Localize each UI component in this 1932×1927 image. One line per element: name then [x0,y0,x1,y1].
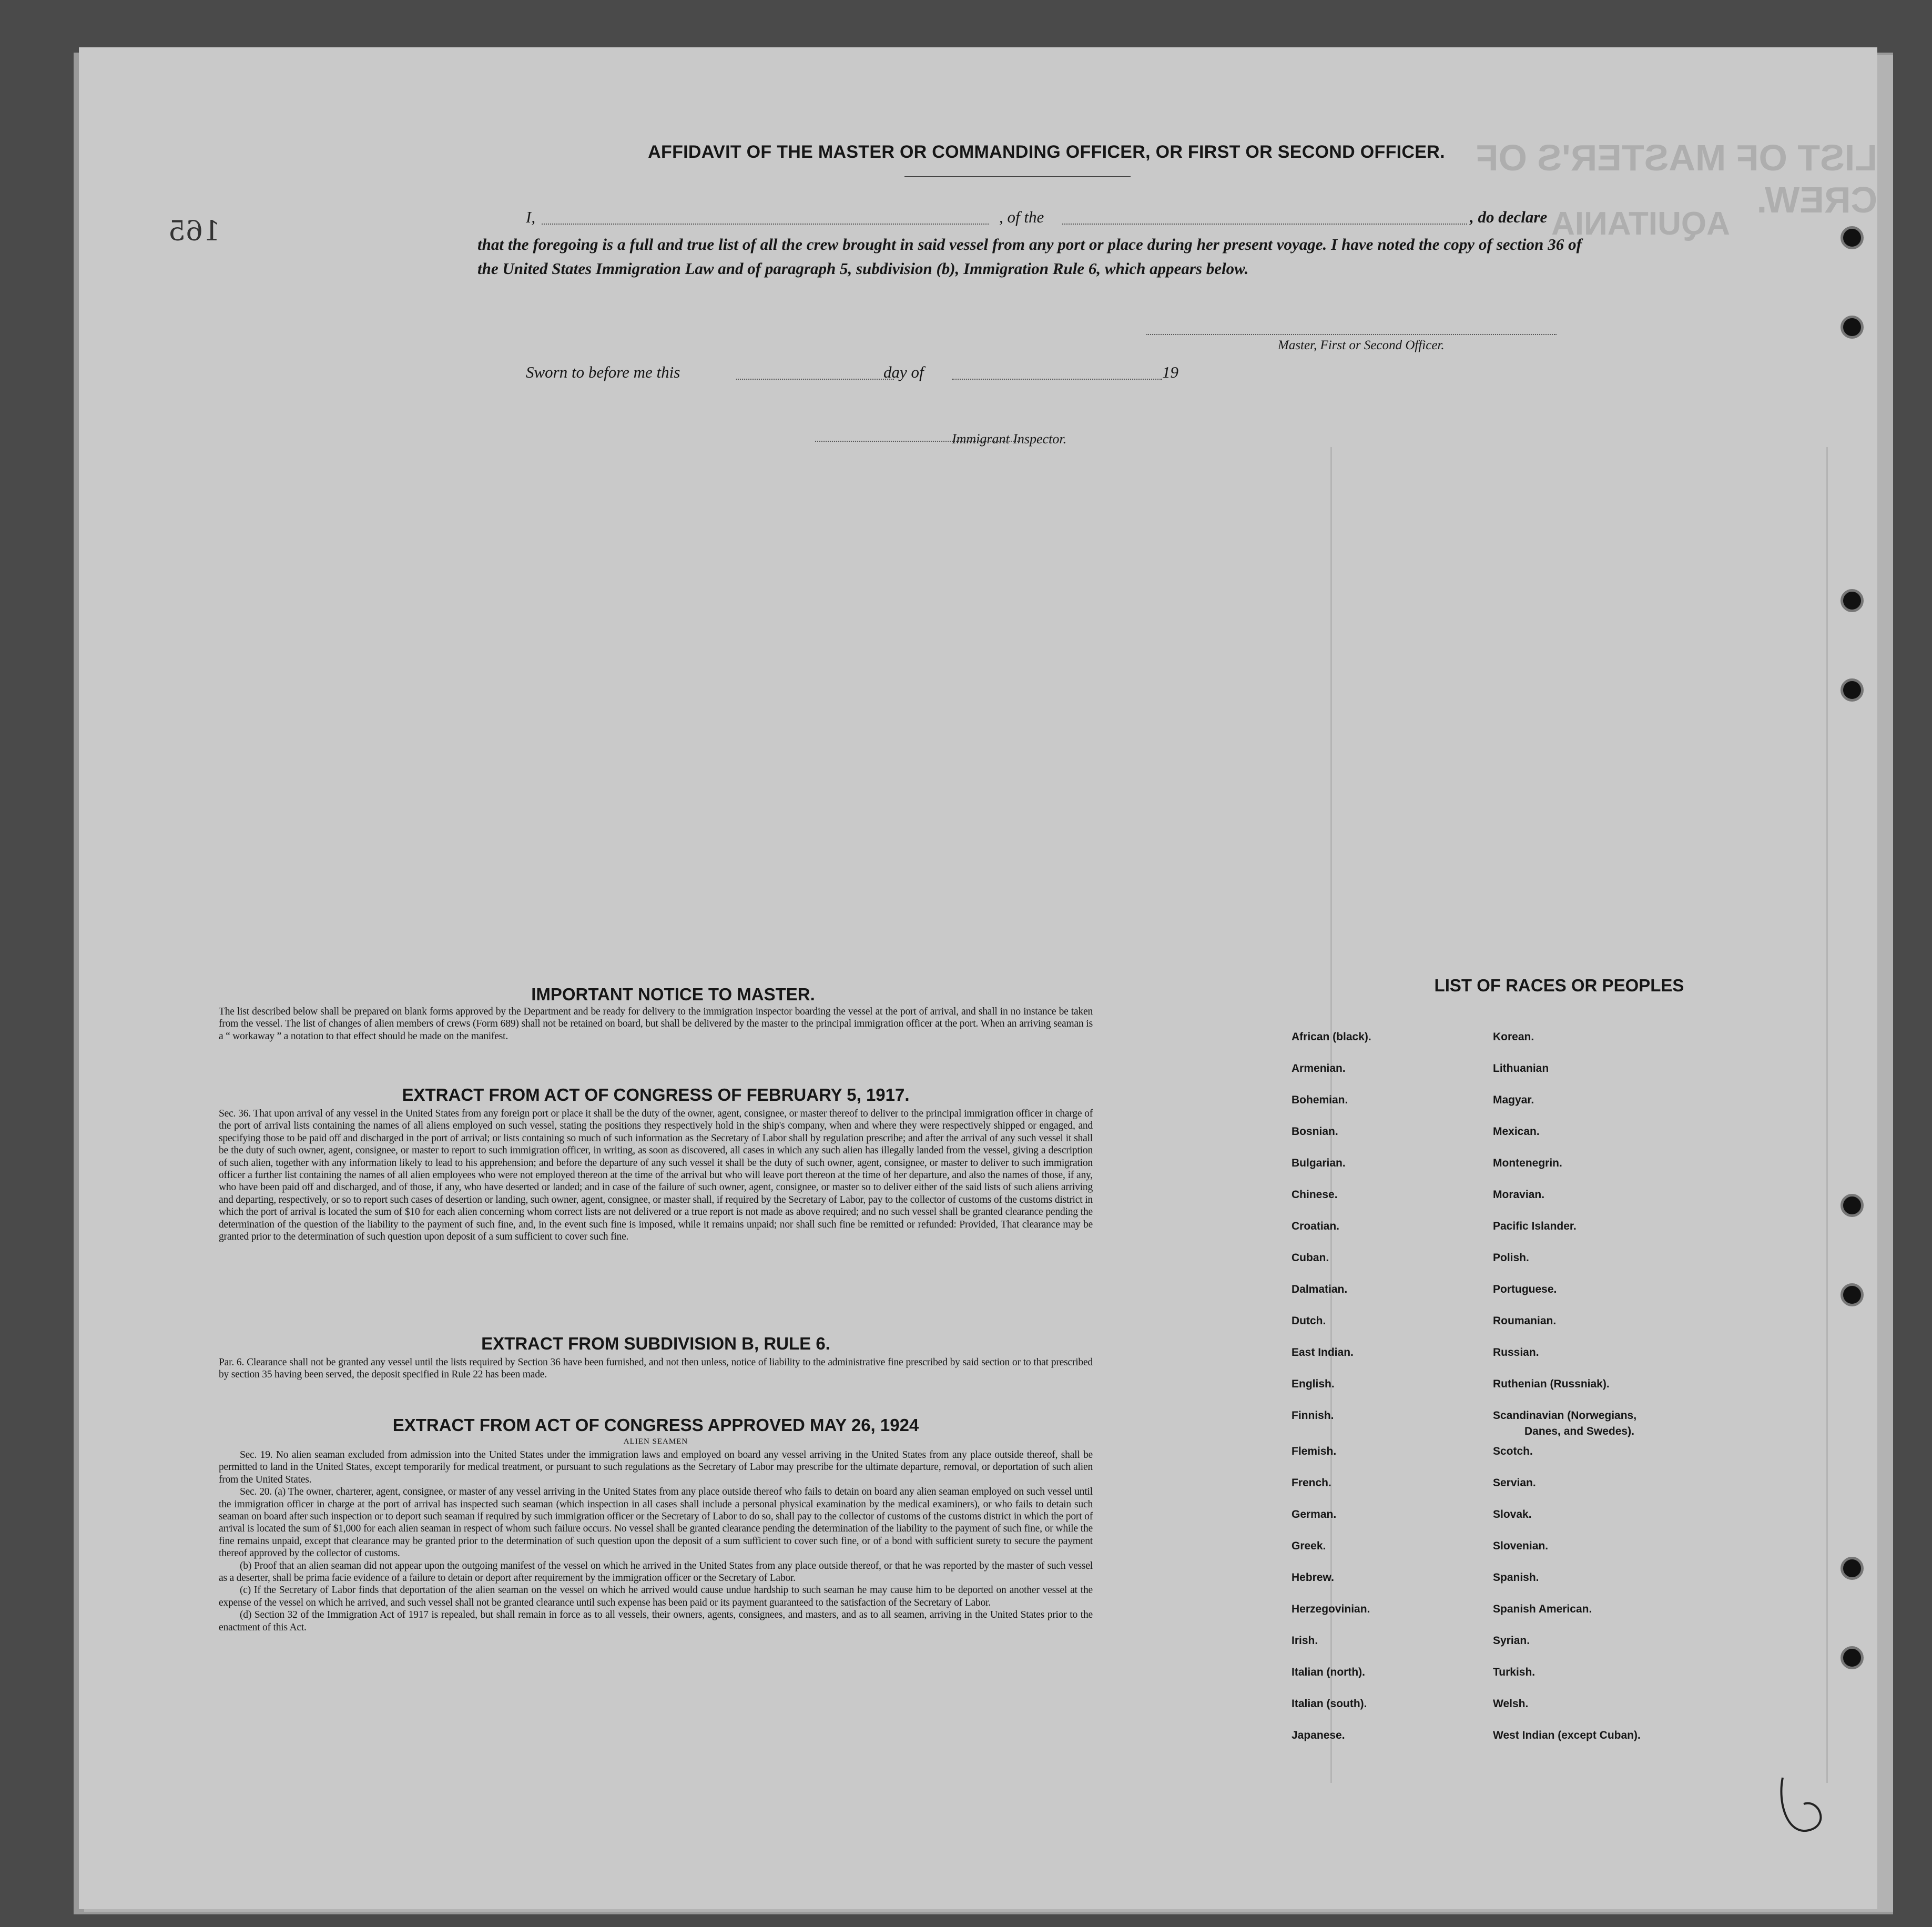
race-item: Croatian. [1292,1220,1340,1232]
race-item: Cuban. [1292,1252,1329,1264]
race-item: Portuguese. [1493,1283,1557,1295]
race-item: Danes, and Swedes). [1524,1425,1634,1437]
act1924-subtitle: ALIEN SEAMEN [623,1437,688,1446]
race-item: Slovak. [1493,1508,1532,1520]
bleed-through-heading: LIST OF MASTER'S OF CREW. [1476,137,1877,220]
inspector-label: Immigrant Inspector. [952,431,1067,447]
races-title: LIST OF RACES OR PEOPLES [1434,976,1684,995]
binder-hole [1841,678,1864,702]
act1924-sec20b: (b) Proof that an alien seaman did not appear upon the outgoing manifest of the vessel on which he arrived in the United States from any place outside thereof, or that he was reported by the master of such vessel as a deserter, shall be prima facie evidence of a failure to detain or deport after requirement by the immigration officer or the Secretary of Labor. [219,1560,1093,1584]
race-item: French. [1292,1477,1331,1489]
race-item: Magyar. [1493,1094,1534,1106]
race-item: Roumanian. [1493,1315,1557,1327]
race-item: West Indian (except Cuban). [1493,1729,1641,1741]
signature-label: Master, First or Second Officer. [1278,338,1445,352]
race-item: Syrian. [1493,1635,1530,1647]
act1924-sec20c: (c) If the Secretary of Labor finds that deportation of the alien seaman on the vessel on which he arrived would cause undue hardship to such seaman he may cause him to be deported on another vessel at the expense of the vessel on which he arrived, and such vessel shall not be granted clearance until such expense has been paid or its payment guaranteed to the satisfaction of the Secretary of Labor. [219,1585,1093,1608]
act1924-title: EXTRACT FROM ACT OF CONGRESS APPROVED MAY 26, 1924 [392,1415,919,1435]
race-item: Pacific Islander. [1493,1220,1577,1232]
race-item: Irish. [1292,1635,1318,1647]
race-item: Bohemian. [1292,1094,1348,1106]
race-item: Japanese. [1292,1729,1345,1741]
race-item: Scotch. [1493,1445,1533,1457]
bleed-through-vessel: AQUITANIA [1551,206,1730,242]
binder-hole [1841,1646,1864,1669]
affidavit-body: that the foregoing is a full and true list of all the crew brought in said vessel from any port or place during her present voyage. I have noted the copy of section 36 of the United States Immigration Law and of paragraph 5, subdivision (b), Immigration Rule 6, which appears below. [477,235,1582,278]
notice-body: The list described below shall be prepared on blank forms approved by the Department and be ready for delivery to the immigration inspector boarding the vessel at the port of arrival, and shall in no instance be taken from the vessel. The list of changes of alien members of crews (Form 689) shall not be retained on board, but shall be delivered by the master to the principal immigration officer at the port. When an arriving seaman is a “ workaway ” a notation to that effect should be made on the manifest. [219,1006,1093,1042]
race-item: Finnish. [1292,1409,1334,1422]
vessel-blank [1062,224,1467,225]
day-blank [736,379,894,380]
race-item: Bosnian. [1292,1125,1338,1138]
race-item: Dutch. [1292,1315,1326,1327]
race-item: Chinese. [1292,1189,1338,1201]
binder-hole [1841,1557,1864,1580]
act1924-sections [219,1449,1093,1634]
races-right-column [1493,1031,1641,1761]
act1924-sec20d: (d) Section 32 of the Immigration Act of 1917 is repealed, but shall remain in force as to all vessels, their owners, agents, consignees, and masters, and as to all seamen, arriving in the United States prior to the enactment of this Act. [219,1609,1093,1633]
race-item: Moravian. [1493,1189,1545,1201]
affidavit-line-of-the: , of the [999,208,1044,226]
month-blank [952,379,1162,380]
race-item: Spanish American. [1493,1603,1592,1615]
binder-hole [1841,1283,1864,1306]
binder-hole [1841,316,1864,339]
race-item: Lithuanian [1493,1062,1549,1074]
sworn-year: 19 [1162,363,1178,381]
sworn-day-of: day of [883,363,924,381]
page-number: 165 [168,216,221,247]
race-item: Italian (north). [1292,1666,1365,1678]
race-item: English. [1292,1378,1335,1390]
race-item: Scandinavian (Norwegians, [1493,1409,1637,1422]
affidavit-line-declare: , do declare [1470,208,1548,226]
act1924-sec19: Sec. 19. No alien seaman excluded from admission into the United States under the immigration laws and employed on board any vessel arriving in the United States from any place outside thereof, shall be permitted to land in the United States, except temporarily for medical treatment, or pursuant to such regulations as the Secretary of Labor may prescribe for the ultimate departure, removal, or deportation of such alien from the United States. [219,1449,1093,1485]
notice-title: IMPORTANT NOTICE TO MASTER. [531,985,815,1004]
binder-hole [1841,589,1864,612]
rule6-body: Par. 6. Clearance shall not be granted any vessel until the lists required by Section 36 have been furnished, and not then unless, notice of liability to the administrative fine prescribed by said section or to that prescribed by section 35 having been served, the deposit specified in Rule 22 has been made. [219,1357,1093,1381]
document-page [79,47,1877,1909]
affidavit-line-i: I, [526,208,536,226]
race-item: African (black). [1292,1031,1371,1043]
race-item: Armenian. [1292,1062,1346,1074]
title-underline [904,176,1131,177]
sworn-text: Sworn to before me this [526,363,680,381]
race-item: Italian (south). [1292,1698,1367,1710]
race-item: German. [1292,1508,1337,1520]
race-item: Hebrew. [1292,1571,1334,1584]
affidavit-title: AFFIDAVIT OF THE MASTER OR COMMANDING OFFICER, OR FIRST OR SECOND OFFICER. [648,142,1445,162]
race-item: Ruthenian (Russniak). [1493,1378,1610,1390]
race-item: Polish. [1493,1252,1529,1264]
act1917-title: EXTRACT FROM ACT OF CONGRESS OF FEBRUARY 5, 1917. [402,1085,910,1104]
race-item: Spanish. [1493,1571,1539,1584]
act1924-sec20a: Sec. 20. (a) The owner, charterer, agent, consignee, or master of any vessel arriving in the United States from any place outside thereof who fails to detain on board any alien seaman employed on such vessel until the immigration officer in charge at the port of arrival has inspected such seaman (which inspection in all cases shall include a personal physical examination by the medical examiners), or who fails to detain such seaman on board after such inspection or to deport such seaman if required by such immigration officer or the Secretary of Labor to do so, shall pay to the collector of customs of the customs district in which the port of arrival is located the sum of $1,000 for each alien seaman in respect of whom such failure occurs. No vessel shall be granted clearance pending the determination of the liability to the payment of such fine, or while the fine remains unpaid, except that clearance may be granted prior to the determination of such question upon the deposit of a sum sufficient to cover such fine, or of a bond with sufficient surety to secure the payment thereof approved by the collector of customs. [219,1486,1093,1559]
race-item: Greek. [1292,1540,1326,1552]
act1917-body: Sec. 36. That upon arrival of any vessel in the United States from any foreign port or place it shall be the duty of the owner, agent, consignee, or master thereof to deliver to the principal immigration officer in charge of the port of arrival lists containing the names of all aliens employed on such vessel, stating the positions they respectively hold in the ship's company, when and where they were respectively shipped or engaged, and specifying those to be paid off and discharged in the port of arrival; or lists containing so much of such information as the Secretary of Labor shall by regulation prescribe; and after the arrival of any such vessel it shall be the duty of such owner, agent, consignee, or master to report to such immigration officer, in writing, as soon as discovered, all cases in which any such alien has illegally landed from the vessel, giving a description of such alien, together with any information likely to lead to his apprehension; and before the departure of any such vessel it shall be the duty of such owner, agent, consignee, or master to deliver to such immigration officer a further list containing the names of all alien employees who were not employed thereon at the time of the arrival but who will leave port thereon at the time of her departure, and also the names of those, if any, who have been paid off and discharged, and of those, if any, who have deserted or landed; and in case of the failure of such owner, agent, consignee, or master so to deliver either of the said lists of such aliens arriving and departing, respectively, or so to report such cases of desertion or landing, such owner, agent, consignee, or master shall, if required by the Secretary of Labor, pay to the collector of customs of the customs district in which the port of arrival is located the sum of $10 for each alien concerning whom correct lists are not delivered or a true report is not made as above required; and no such vessel shall be granted clearance pending the determination of the question of the liability to the payment of such fine, and, in the event such fine is imposed, while it remains unpaid; nor shall such fine be remitted or refunded: Provided, That clearance may be granted prior to the determination of such question upon deposit of a sum sufficient to cover such fine. [219,1108,1093,1243]
rule6-title: EXTRACT FROM SUBDIVISION B, RULE 6. [481,1334,830,1353]
race-item: Russian. [1493,1346,1539,1358]
name-blank [542,224,989,225]
race-item: Bulgarian. [1292,1157,1346,1169]
race-item: Turkish. [1493,1666,1536,1678]
races-left-column [1292,1031,1371,1761]
race-item: Korean. [1493,1031,1534,1043]
race-item: Dalmatian. [1292,1283,1348,1295]
race-item: Servian. [1493,1477,1536,1489]
signature-blank [1146,334,1557,335]
race-item: Herzegovinian. [1292,1603,1370,1615]
race-item: Montenegrin. [1493,1157,1562,1169]
binder-hole [1841,1194,1864,1217]
race-item: Slovenian. [1493,1540,1549,1552]
handwritten-mark [1772,1772,1835,1846]
binder-hole [1841,226,1864,249]
race-item: East Indian. [1292,1346,1354,1358]
race-item: Welsh. [1493,1698,1529,1710]
race-item: Flemish. [1292,1445,1337,1457]
race-item: Mexican. [1493,1125,1540,1138]
